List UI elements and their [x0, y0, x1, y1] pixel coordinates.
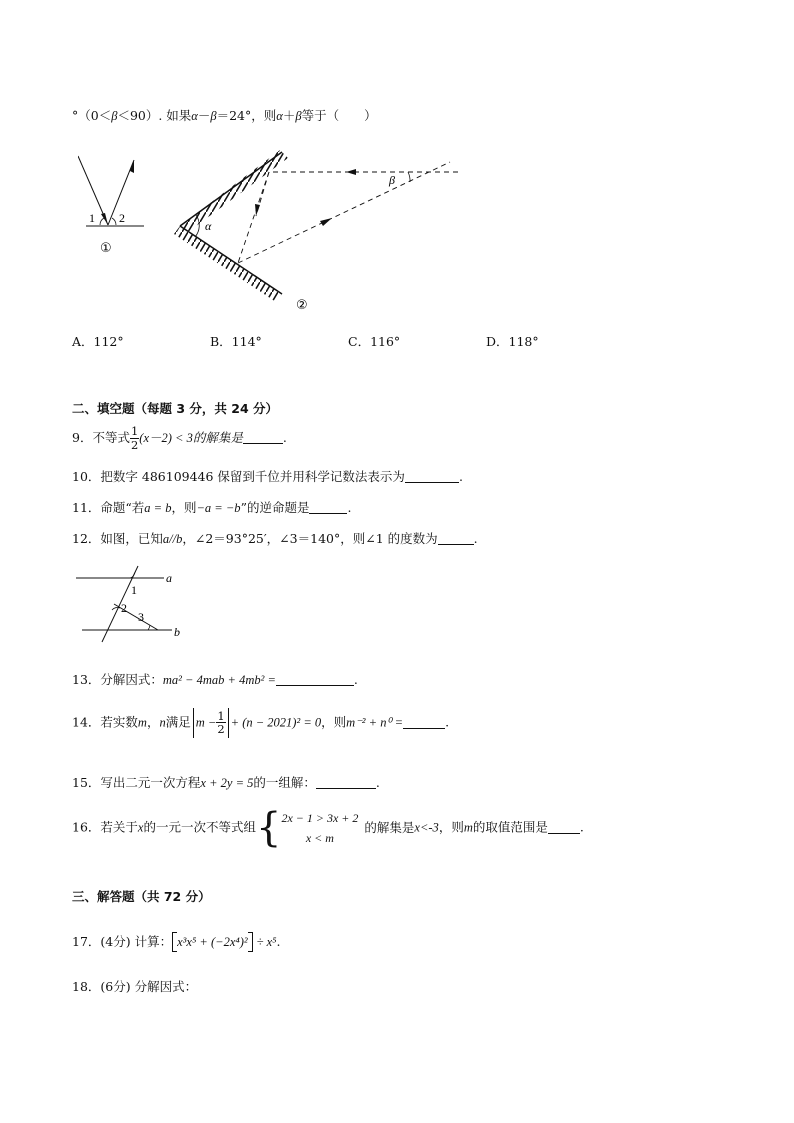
fig2-beta: β: [389, 173, 395, 187]
fig1-caption: ①: [100, 241, 112, 256]
q10-answer-blank[interactable]: [405, 470, 459, 483]
q11-answer-blank[interactable]: [309, 501, 347, 514]
q14-answer-blank[interactable]: [403, 716, 445, 729]
q17-bracket-expression: x³x⁵ + (−2x⁴)²: [172, 932, 253, 952]
q16-answer-blank[interactable]: [548, 821, 580, 834]
q8-figure-1: [78, 150, 158, 260]
q18: 18．(6分) 分解因式：: [72, 979, 198, 994]
q15-answer-blank[interactable]: [316, 776, 376, 789]
q16-inequality-system: 2x − 1 > 3x + 2 x < m: [281, 811, 359, 845]
q9-answer-blank[interactable]: [243, 431, 283, 444]
q14: 14．若实数m，n满足 m − $\frac{1}{2}$ + (n − 2021)² = 0，则m⁻² + n⁰ = .: [72, 708, 450, 736]
q12-fig-b: b: [174, 625, 180, 639]
q8-figure-2: [170, 142, 470, 317]
q12: 12．如图，已知a//b，∠2＝93°25′，∠3＝140°，则∠1 的度数为 .: [72, 531, 478, 546]
q12-fig-2: 2: [121, 601, 127, 615]
section-2-title: 二、填空题（每题 3 分，共 24 分）: [72, 401, 279, 416]
q12-fig-3: 3: [138, 610, 144, 624]
q12-fig-1: 1: [131, 583, 137, 597]
q16: 16．若关于x的一元一次不等式组{ 2x − 1 > 3x + 2 x < m 的解集是x<-3，则m的取值范围是 .: [72, 805, 584, 851]
q14-fraction: $\frac{1}{2}$: [217, 708, 225, 736]
section-3-title: 三、解答题（共 72 分）: [72, 889, 211, 904]
q13-answer-blank[interactable]: [276, 673, 354, 686]
q8-option-d: D．118°: [486, 334, 539, 349]
q8-option-c: C．116°: [348, 334, 401, 349]
q12-figure: [74, 564, 194, 646]
q12-fig-a: a: [166, 571, 172, 585]
q9-fraction: $\frac{1}{2}$: [130, 424, 139, 452]
fig2-caption: ②: [296, 298, 308, 313]
q8-option-a: A．112°: [72, 334, 124, 349]
q8-stem: °（0＜β＜90）. 如果α－β＝24°，则α＋β等于（ ）: [72, 108, 377, 123]
q10: 10．把数字 486109446 保留到千位并用科学记数法表示为 .: [72, 469, 463, 484]
fig1-label-2: 2: [119, 211, 125, 225]
q8-option-b: B．114°: [210, 334, 262, 349]
fig1-label-1: 1: [89, 211, 95, 225]
q9: 9．不等式 $\frac{1}{2}$ (x－2) < 3的解集是 .: [72, 424, 287, 452]
q11: 11．命题“若a = b，则−a = −b”的逆命题是 .: [72, 500, 352, 515]
q15: 15．写出二元一次方程x + 2y = 5的一组解： .: [72, 775, 380, 790]
q13: 13．分解因式：ma² − 4mab + 4mb² = .: [72, 672, 358, 687]
fig2-alpha: α: [205, 219, 212, 233]
q12-answer-blank[interactable]: [438, 532, 474, 545]
q17: 17．(4分) 计算： x³x⁵ + (−2x⁴)² ÷ x⁵.: [72, 932, 281, 952]
